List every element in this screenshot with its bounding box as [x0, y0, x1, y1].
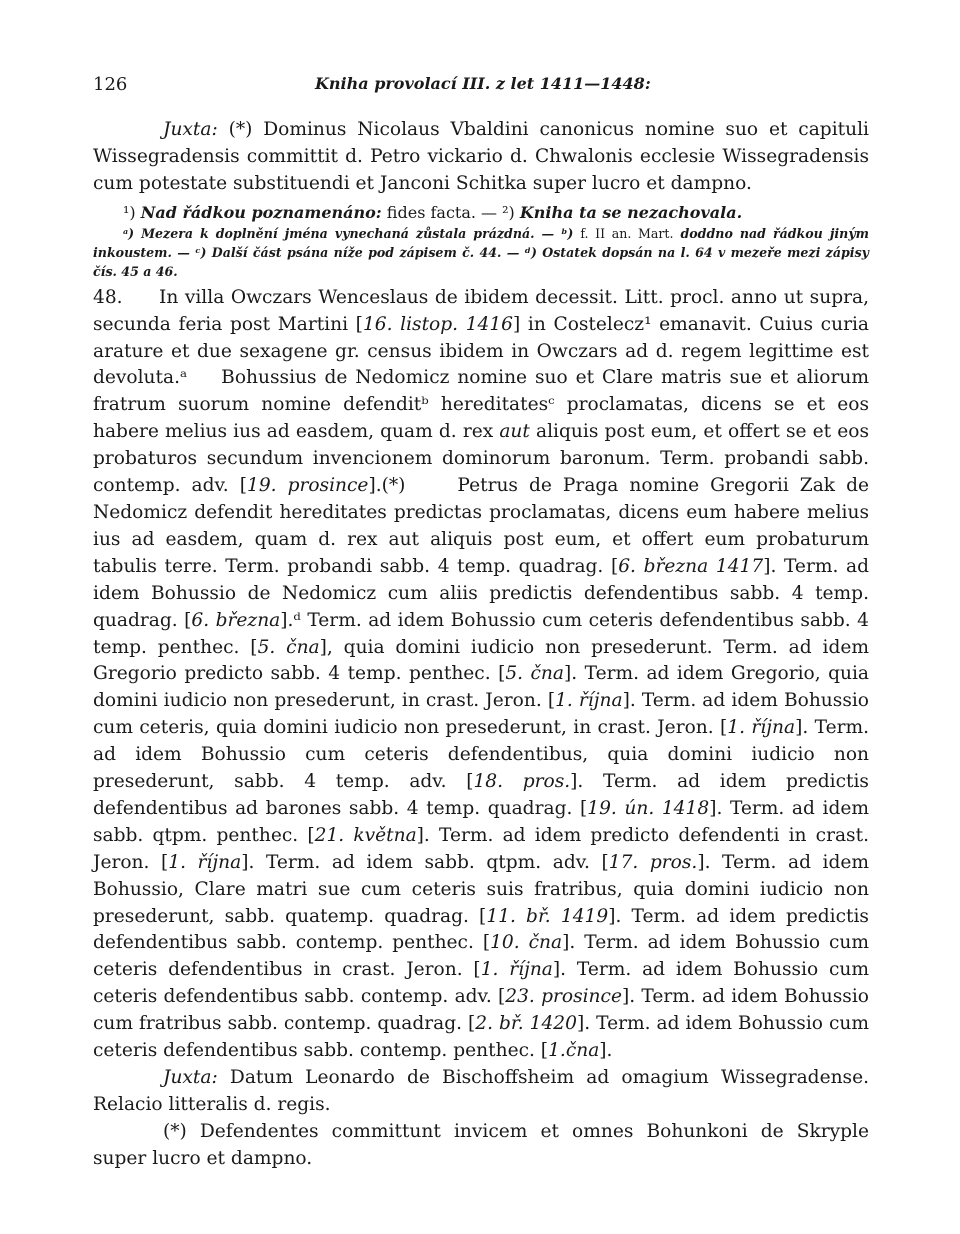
entry-text: Bohussius de Nedomicz nomine suo et Clare matris sue et aliorum fratrum suorum nomine defenditᵇ hereditatesᶜ proclamatas, dicens se et eos habere melius ius ad easdem, quam d. rex [93, 367, 869, 443]
entry-text: In villa Owczars Wenceslaus de ibidem decessit. Litt. procl. anno ut supra, secunda feria post Martini [ [93, 286, 869, 335]
entry-date: 1. října [168, 851, 242, 873]
entry-date: 1.čna [548, 1040, 600, 1062]
note-rest: doddno nad řádkou jiným inkoustem. — ᶜ) Další část psána níže pod zápisem č. 44. — ᵈ) Ostatek dopsán na l. 64 v mezeře mezi zápisy čís. 45 a 46. [93, 225, 869, 279]
entry-text: ]. Term. ad idem Bohussio, Clare matri sue cum ceteris suis fratribus, quia domini iudicio non presederunt, sabb. quatemp. quadrag. [ [93, 851, 870, 927]
entry-date: 6. března [191, 609, 281, 631]
entry-date: 11. bř. 1419 [486, 905, 609, 927]
entry-date: 18. pros. [473, 771, 571, 793]
entry-text: ]. Term. ad idem Bohussio cum ceteris defendentibus sabb. contemp. penthec. [ [93, 1013, 869, 1062]
entry-text: ]. Term. ad idem sabb. qtpm. adv. [ [241, 851, 609, 873]
footnote-2-label: Kniha ta se nezachovala. [519, 202, 743, 222]
star-footnote: (*) Defendentes committunt invicem et omnes Bohunkoni de Skryple super lucro et dampno. [93, 1120, 869, 1169]
editorial-footnote [93, 202, 869, 224]
page-number: 126 [93, 74, 128, 95]
entry-text: ]. Term. ad idem predictis defendentibus sabb. contemp. penthec. [ [93, 905, 869, 954]
entry-text: aliquis post eum, et offert se et eos probaturos secundum invencionem dominorum baronum. Term. probandi sabb. contemp. adv. [ [93, 421, 869, 497]
entry-text: ].ᵈ Term. ad idem Bohussio cum ceteris defendentibus sabb. 4 temp. penthec. [ [93, 609, 869, 658]
entry-date: 19. ún. 1418 [587, 797, 710, 819]
entry-text: ]. Term. ad idem Bohussio cum fratribus sabb. contemp. quadrag. [ [93, 986, 869, 1035]
footnote-1-text: fides facta. — ²) [381, 202, 520, 222]
entry-text: ], quia domini iudicio non presederunt. Term. ad idem Gregorio predicto sabb. 4 temp. penthec. [ [93, 636, 869, 685]
entry-text: ] in Costelecz¹ emanavit. Cuius curia arature et due sexagene gr. census ibidem in Owczars ad d. regem legittime est devoluta.ᵃ [93, 313, 869, 389]
note-b-upright: f. II an. Mart. [580, 225, 674, 241]
juxta-label: Juxta: [163, 119, 218, 140]
entry-date: 21. května [314, 824, 417, 846]
entry-text: ]. [599, 1040, 613, 1062]
footnote-1-marker: ¹) [123, 202, 141, 222]
entry-date: 1. října [727, 717, 796, 739]
entry-date: 17. pros. [608, 851, 698, 873]
entry-text: ]. Term. ad idem Bohussio cum ceteris defendentibus, quia domini iudicio non presederunt, sabb. 4 temp. adv. [ [93, 717, 870, 793]
juxta-paragraph [93, 117, 869, 198]
note-a: ᵃ) Mezera k doplnění jména vynechaná zůstala prázdná. — ᵇ) [123, 225, 581, 241]
juxta-label: Juxta: [163, 1067, 218, 1088]
entry-date: 23. prosince [505, 986, 622, 1008]
entry-text: ]. Term. ad idem predictis defendentibus ad barones sabb. 4 temp. quadrag. [ [93, 771, 869, 819]
entry-text: ]. Term. ad idem Gregorio, quia domini iudicio non presederunt, in crast. Jeron. [ [93, 663, 869, 712]
body-text [93, 117, 869, 1173]
page-header [93, 74, 869, 100]
entry-date: 16. listop. 1416 [362, 313, 514, 335]
entry-date: 6. března 1417 [618, 555, 764, 577]
entry-number: 48. [93, 286, 123, 308]
entry-date: 19. prosince [246, 475, 369, 497]
entry-text: ]. Term. ad idem Bohussio cum ceteris, quia domini iudicio non presederunt, in crast. Jeron. [ [93, 690, 869, 739]
juxta-text: Datum Leonardo de Bischoffsheim ad omagium Wissegradense. Relacio litteralis d. regis. [93, 1067, 869, 1115]
entry-text: ]. Term. ad idem predicto defendenti in crast. Jeron. [ [93, 824, 869, 873]
entry-text: ]. Term. ad idem sabb. qtpm. penthec. [ [93, 797, 869, 846]
running-title: Kniha provolací III. z let 1411—1448: [315, 74, 651, 93]
entry-date: 5. čna [505, 663, 564, 685]
critical-notes [93, 224, 869, 281]
entry-text: Petrus de Praga nomine Gregorii Zak de Nedomicz defendit hereditates predictas proclamatas, dicens eum habere melius ius ad easdem, quam d. rex aut aliquis post eum, et offert eum probaturum tabulis terre. Term. probandi sabb. 4 temp. quadrag. [ [93, 475, 869, 577]
entry-text: ]. Term. ad idem Bohussio cum ceteris defendentibus in crast. Jeron. [ [93, 932, 869, 981]
footnote-1-label: Nad řádkou poznamenáno: [140, 202, 382, 222]
juxta-paragraph-2 [93, 1065, 869, 1119]
entry-date: 2. bř. 1420 [475, 1013, 577, 1035]
entry-text: ]. Term. ad idem Bohussio de Nedomicz cum aliis predictis defendentibus sabb. 4 temp. quadrag. [ [93, 555, 869, 631]
entry-48 [93, 285, 869, 1065]
entry-text: ].(*) [368, 475, 406, 497]
entry-date: 5. čna [257, 636, 320, 658]
entry-text: ]. Term. ad idem Bohussio cum ceteris defendentibus sabb. contemp. adv. [ [93, 959, 870, 1008]
juxta-text: (*) Dominus Nicolaus Vbaldini canonicus nomine suo et capituli Wissegradensis committit d. Petro vickario d. Chwalonis ecclesie Wissegradensis cum potestate substituendi et Janconi Schitka super lucro et dampno. [93, 119, 869, 194]
entry-italic: aut [499, 421, 530, 443]
entry-date: 10. čna [490, 932, 563, 954]
entry-date: 1. října [480, 959, 553, 981]
entry-date: 1. října [555, 690, 623, 712]
